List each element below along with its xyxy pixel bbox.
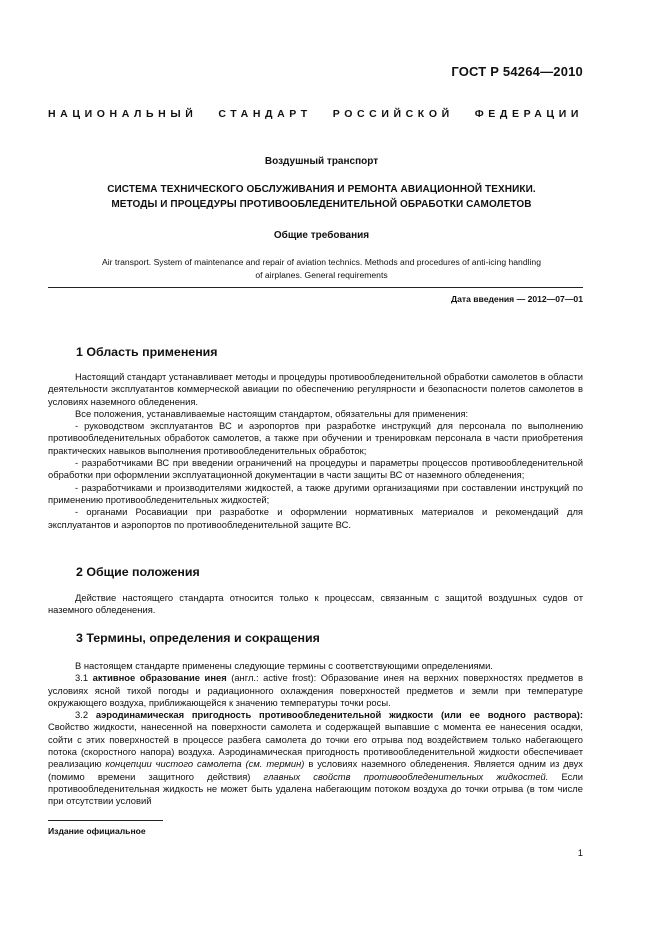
section-1-bullet-1: - руководством эксплуатантов ВС и аэропортов при разработке инструкций для персонала по выполнению противообледенительных обработок самолетов, а также при обучении и тренировкам персонала в части приобретения практических навыков выполнения противообледенительных обработок; bbox=[48, 420, 583, 456]
section-1-bullet-2: - разработчиками ВС при введении ограничений на процедуры и параметры процессов противообледенительной обработки при оформлении эксплуатационной документации в части защиты ВС от наземного обледенения; bbox=[48, 457, 583, 481]
section-1-body bbox=[48, 371, 583, 531]
term-3-2 bbox=[48, 709, 583, 807]
edition-label: Издание официальное bbox=[48, 826, 146, 836]
english-title bbox=[60, 256, 583, 282]
document-title bbox=[60, 182, 583, 212]
term-3-1-term: активное образование инея bbox=[92, 672, 227, 684]
general-requirements-title: Общие требования bbox=[273, 230, 370, 241]
section-2-body bbox=[48, 592, 583, 617]
term-3-1 bbox=[48, 672, 583, 709]
introduction-date: Дата введения — 2012—07—01 bbox=[450, 294, 583, 304]
term-3-1-definition: (англ.: active frost): Образование инея на верхних поверхностях предметов в условиях ясной тихой погоды и радиационного охлаждения поверхностей предметов и земли при температуре окружающего воздуха, приближающейся к значению температуры точки росы. bbox=[48, 672, 584, 708]
section-2-paragraph-1: Действие настоящего стандарта относится только к процессам, связанным с защитой воздушных судов от наземного обледенения. bbox=[48, 592, 583, 616]
section-1-bullet-4: - органами Росавиации при разработке и оформлении нормативных материалов и рекомендаций для эксплуатантов и аэропортов по противообледенительной защите ВС. bbox=[48, 506, 583, 530]
title-line-2: МЕТОДЫ И ПРОЦЕДУРЫ ПРОТИВООБЛЕДЕНИТЕЛЬНОЙ ОБРАБОТКИ САМОЛЕТОВ bbox=[111, 199, 532, 210]
title-divider bbox=[48, 287, 583, 288]
gost-code: ГОСТ Р 54264—2010 bbox=[451, 64, 583, 79]
section-1-heading: 1 Область применения bbox=[76, 345, 218, 359]
section-2-heading: 2 Общие положения bbox=[76, 565, 200, 579]
term-3-2-italic-2: главных свойств противообледенительных жидкостей. bbox=[263, 770, 549, 782]
term-3-2-number: 3.2 bbox=[75, 709, 89, 721]
english-title-line-1: Air transport. System of maintenance and repair of aviation technics. Methods and procedures of anti-icing handling bbox=[101, 257, 541, 267]
section-1-bullet-3: - разработчиками и производителями жидкостей, а также другими организациями при составлении инструкций по применению противообледенительных жидкостей; bbox=[48, 481, 583, 505]
section-3-paragraph-1: В настоящем стандарте применены следующие термины с соответствующими определениями. bbox=[75, 660, 493, 671]
term-3-2-definition-b: в условиях наземного обледенения. Является одним из двух (помимо времени защитного действия) bbox=[48, 758, 583, 782]
term-3-2-definition-a: Свойство жидкости, нанесенной на поверхности самолета и содержащей выпавшие с момента ее нанесения осадки, сойти с этих поверхностей в процессе разбега самолета до точки его отрыва под воздействием только набегающего потока (скоростного напора) воздуха. Аэродинамическая пригодность противообледенительной жидкости обеспечивает реализацию bbox=[48, 721, 583, 770]
footer-divider bbox=[48, 820, 163, 821]
term-3-2-term: аэродинамическая пригодность противообледенительной жидкости (или ее водного раствора): bbox=[95, 709, 584, 721]
section-1-paragraph-2: Все положения, устанавливаемые настоящим стандартом, обязательны для применения: bbox=[75, 407, 469, 419]
english-title-line-2: of airplanes. General requirements bbox=[255, 270, 388, 280]
section-3-heading: 3 Термины, определения и сокращения bbox=[76, 631, 320, 645]
subject-title: Воздушный транспорт bbox=[264, 156, 379, 167]
section-3-body bbox=[48, 660, 583, 808]
term-3-1-number: 3.1 bbox=[75, 672, 89, 684]
title-line-1: СИСТЕМА ТЕХНИЧЕСКОГО ОБСЛУЖИВАНИЯ И РЕМОНТА АВИАЦИОННОЙ ТЕХНИКИ. bbox=[107, 184, 536, 195]
term-3-2-italic-1: концепции чистого самолета (см. термин) bbox=[105, 758, 305, 770]
term-3-2-definition-c: Если противообледенительная жидкость не может быть удалена набегающим потоком воздуха до точки отрыва (в том числе при отсутствии условий bbox=[48, 770, 584, 807]
section-1-paragraph-1: Настоящий стандарт устанавливает методы и процедуры противообледенительной обработки самолетов в области деятельности эксплуатантов коммерческой авиации по обеспечению регулярности и безопасности полетов самолетов в условиях наземного обледенения. bbox=[48, 371, 583, 407]
national-standard-banner: НАЦИОНАЛЬНЫЙ СТАНДАРТ РОССИЙСКОЙ ФЕДЕРАЦИИ bbox=[48, 108, 583, 120]
page-number: 1 bbox=[577, 848, 583, 859]
